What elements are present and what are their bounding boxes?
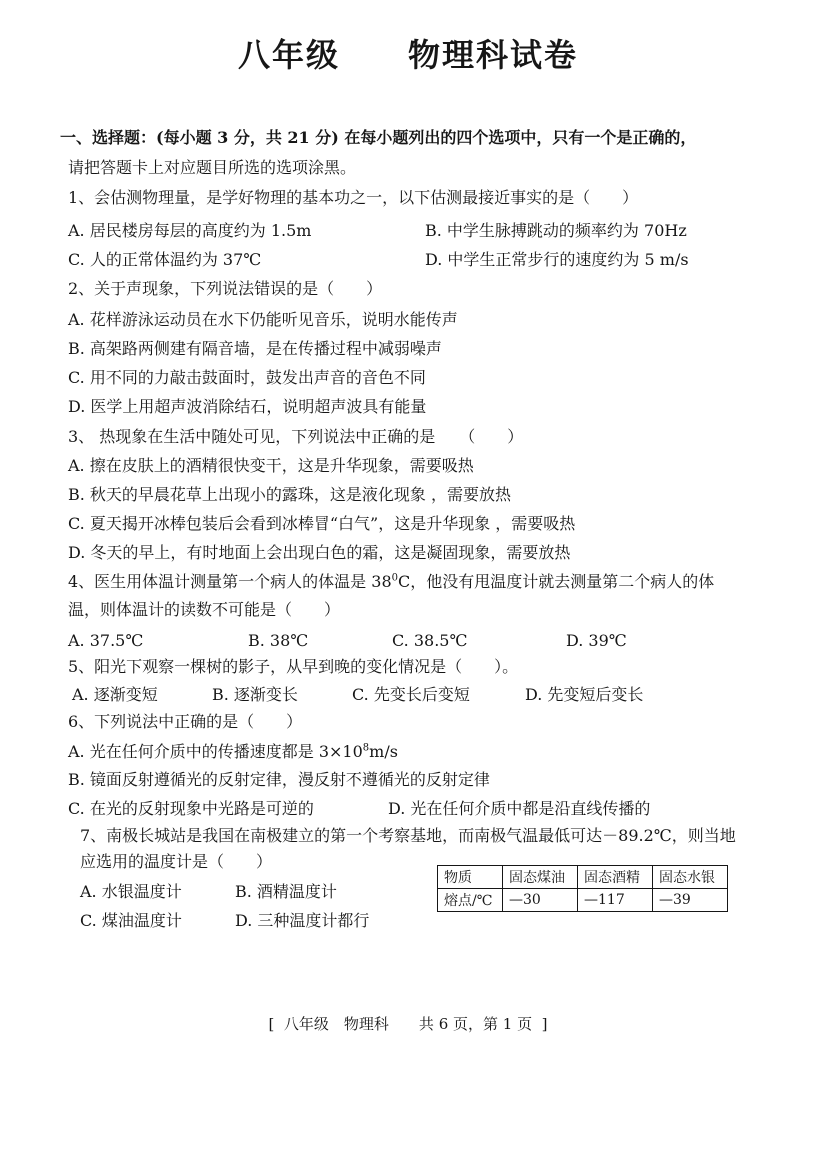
q3-option-d: D. 冬天的早上，有时地面上会出现白色的霜，这是凝固现象，需要放热 <box>68 543 571 562</box>
q5-stem: 5、阳光下观察一棵树的影子，从早到晚的变化情况是（ ）。 <box>68 657 519 676</box>
q7-option-d: D. 三种温度计都行 <box>235 911 370 930</box>
q4-option-d: D. 39℃ <box>566 631 627 650</box>
q2-stem: 2、关于声现象，下列说法错误的是（ ） <box>68 279 383 298</box>
q4-stem-degree: 0 <box>391 572 399 584</box>
q4-option-b: B. 38℃ <box>248 631 309 650</box>
q1-option-b: B. 中学生脉搏跳动的频率约为 70Hz <box>425 221 687 240</box>
q4-stem-pre: 4、医生用体温计测量第一个病人的体温是 38 <box>68 572 392 591</box>
q6-option-a <box>68 742 398 762</box>
q4-stem <box>68 572 714 592</box>
page-footer: [ 八年级 物理科 共 6 页，第 1 页 ] <box>268 1015 548 1033</box>
q2-option-a: A. 花样游泳运动员在水下仍能听见音乐，说明水能传声 <box>68 310 458 329</box>
q6-option-a-exponent: 8 <box>362 742 370 754</box>
q3-stem: 3、 热现象在生活中随处可见，下列说法中正确的是 （ ） <box>68 427 524 446</box>
table-header-cell: 固态酒精 <box>578 866 653 889</box>
q1-option-a: A. 居民楼房每层的高度约为 1.5m <box>68 221 312 240</box>
q3-option-b: B. 秋天的早晨花草上出现小的露珠，这是液化现象 ，需要放热 <box>68 485 512 504</box>
melting-point-table <box>437 865 728 912</box>
q7-stem: 7、南极长城站是我国在南极建立的第一个考察基地，而南极气温最低可达－89.2℃，则当地 <box>80 826 736 845</box>
q7-option-b: B. 酒精温度计 <box>235 882 337 901</box>
table-header-cell: 固态水银 <box>653 866 728 889</box>
q6-stem: 6、下列说法中正确的是（ ） <box>68 712 303 731</box>
section-heading: 一、选择题：(每小题 3 分，共 21 分) 在每小题列出的四个选项中，只有一个是正确的， <box>60 128 697 147</box>
q4-option-a: A. 37.5℃ <box>68 631 144 650</box>
q6-option-a-pre: A. 光在任何介质中的传播速度都是 3×10 <box>68 742 363 761</box>
q2-option-b: B. 高架路两侧建有隔音墙，是在传播过程中减弱噪声 <box>68 339 442 358</box>
table-cell: 熔点/℃ <box>438 889 503 912</box>
q5-option-c: C. 先变长后变短 <box>352 685 470 704</box>
q7-option-c: C. 煤油温度计 <box>80 911 182 930</box>
q2-option-c: C. 用不同的力敲击鼓面时，鼓发出声音的音色不同 <box>68 368 426 387</box>
q1-option-c: C. 人的正常体温约为 37℃ <box>68 250 262 269</box>
table-cell: —117 <box>578 889 653 912</box>
q6-option-b: B. 镜面反射遵循光的反射定律，漫反射不遵循光的反射定律 <box>68 770 490 789</box>
page-title: 八年级 物理科试卷 <box>237 36 578 74</box>
q5-option-b: B. 逐渐变长 <box>212 685 298 704</box>
section-heading-cont: 请把答题卡上对应题目所选的选项涂黑。 <box>68 158 357 177</box>
q4-stem-post: C，他没有甩温度计就去测量第二个病人的体 <box>398 572 715 591</box>
table-header-row <box>438 866 728 889</box>
q2-option-d: D. 医学上用超声波消除结石，说明超声波具有能量 <box>68 397 427 416</box>
q7-option-a: A. 水银温度计 <box>80 882 182 901</box>
q5-option-a: A. 逐渐变短 <box>72 685 158 704</box>
table-header-cell: 固态煤油 <box>503 866 578 889</box>
q3-option-c: C. 夏天揭开冰棒包装后会看到冰棒冒“白气”，这是升华现象 ，需要吸热 <box>68 514 576 533</box>
q4-option-c: C. 38.5℃ <box>392 631 468 650</box>
q7-stem-cont: 应选用的温度计是（ ） <box>80 852 273 871</box>
table-cell: —39 <box>653 889 728 912</box>
q1-stem: 1、会估测物理量，是学好物理的基本功之一，以下估测最接近事实的是（ ） <box>68 188 639 207</box>
q6-option-d: D. 光在任何介质中都是沿直线传播的 <box>388 799 651 818</box>
q6-option-a-post: m/s <box>369 742 398 761</box>
q3-option-a: A. 擦在皮肤上的酒精很快变干，这是升华现象，需要吸热 <box>68 456 474 475</box>
table-cell: —30 <box>503 889 578 912</box>
table-header-cell: 物质 <box>438 866 503 889</box>
q4-stem-cont: 温，则体温计的读数不可能是（ ） <box>68 600 341 619</box>
q6-option-c: C. 在光的反射现象中光路是可逆的 <box>68 799 314 818</box>
q1-option-d: D. 中学生正常步行的速度约为 5 m/s <box>425 250 689 269</box>
table-row <box>438 889 728 912</box>
q5-option-d: D. 先变短后变长 <box>525 685 644 704</box>
